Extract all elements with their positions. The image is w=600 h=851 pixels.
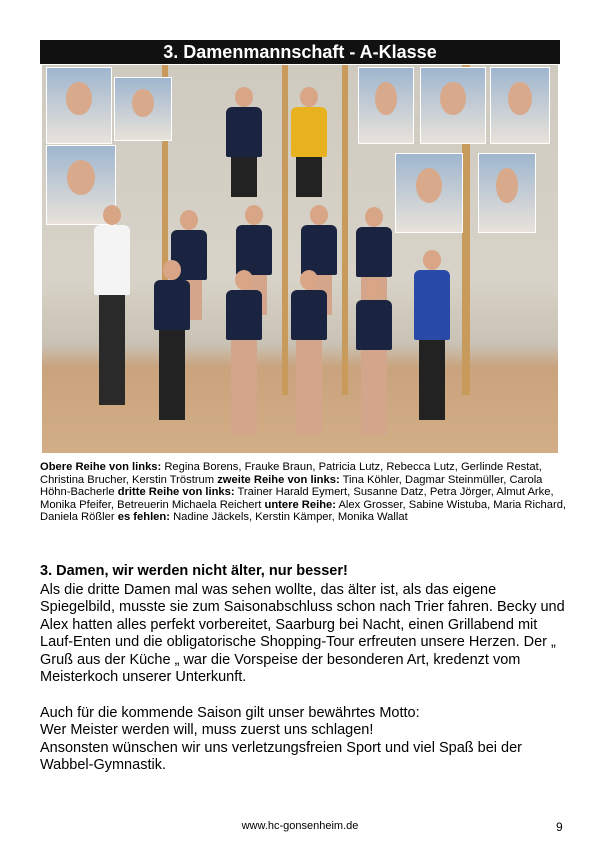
portrait-photo [395,153,463,233]
caption-row-label: dritte Reihe von links: [117,486,235,499]
portrait-photo [114,77,172,141]
article-heading: 3. Damen, wir werden nicht älter, nur besser! [40,563,348,579]
article-paragraph-2 [40,705,420,740]
photo-caption [40,461,570,524]
player [410,250,454,420]
text-line: Lauf-Enten und die obligatorische Shopping-Tour erfreuten unsere Herzen. Der „ [40,634,556,651]
portrait-photo [490,67,550,144]
text-line: Meisterkoch unserer Unterkunft. [40,669,247,686]
text-line: Spiegelbild, musste sie zum Saisonabschluss schon nach Trier fahren. Becky und [40,599,565,616]
player [287,270,331,435]
caption-row-label: Obere Reihe von links: [40,461,162,473]
caption-names: Tina Köhler, Dagmar Steinmüller, Carola Höhn-Bacherle [40,473,543,499]
page-title: 3. Damenmannschaft - A-Klasse [40,40,560,64]
caption-names: Nadine Jäckels, Kerstin Kämper, Monika Wallat [169,511,408,524]
player [150,260,194,430]
article-paragraph-1 [40,582,565,686]
text-line: Ansonsten wünschen wir uns verletzungsfreien Sport und viel Spaß bei der [40,740,522,756]
text-line: Alex hatten alles perfekt vorbereitet, Saarburg bei Nacht, einen Grillabend mit [40,616,538,633]
caption-row-label: untere Reihe: [264,498,336,511]
player [352,280,396,435]
text-line: Auch für die kommende Saison gilt unser bewährtes Motto: [40,705,420,721]
text-line: Wabbel-Gymnastik. [40,757,166,774]
team-photo [42,65,558,453]
caption-names: Alex Grosser, Sabine Wistuba, Maria Richard, Daniela Rößler [40,498,567,524]
player [222,270,266,435]
article-paragraph-3 [40,740,522,775]
text-line: Als die dritte Damen mal was sehen wollte, das älter ist, als das eigene [40,582,497,598]
portrait-photo [46,67,112,144]
text-line: Wer Meister werden will, muss zuerst uns schlagen! [40,722,374,739]
text-line: Gruß aus der Küche „ war die Vorspeise der besonderen Art, kredenzt vom [40,651,521,668]
caption-row-label: zweite Reihe von links: [217,473,340,486]
portrait-photo [420,67,486,144]
footer-url: www.hc-gonsenheim.de [241,820,359,832]
portrait-photo [358,67,414,144]
caption-row-label: es fehlen: [117,511,170,524]
page-number: 9 [556,820,563,834]
portrait-photo [478,153,536,233]
wall-bar [342,65,348,395]
caption-names: Trainer Harald Eymert, Susanne Datz, Petra Jörger, Almut Arke, Monika Pfeifer, Betreuerin Michaela Reichert [40,486,554,511]
trainer [90,205,134,405]
player [287,87,331,197]
caption-names: Regina Borens, Frauke Braun, Patricia Lutz, Rebecca Lutz, Gerlinde Restat, Christina Brucher, Kerstin Tröstrum [40,461,542,486]
player [222,87,266,197]
